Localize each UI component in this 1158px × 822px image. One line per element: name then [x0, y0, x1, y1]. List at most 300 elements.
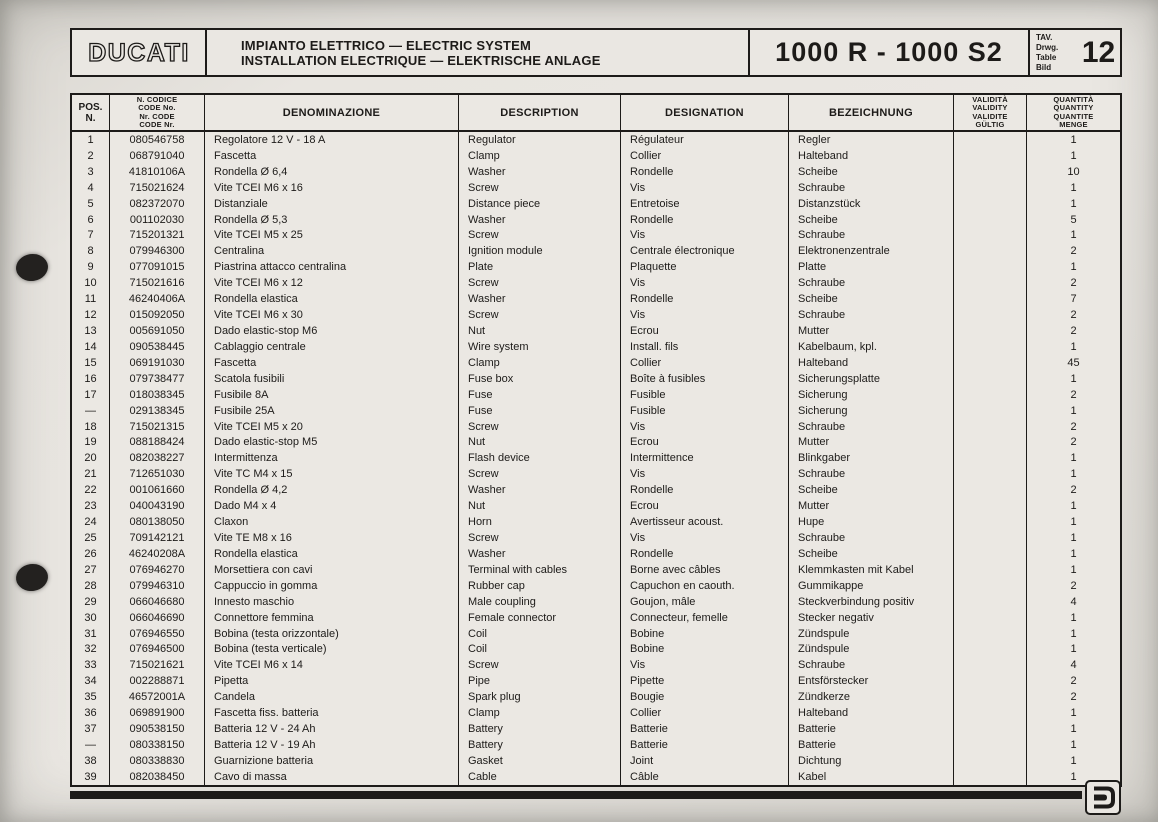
system-title [207, 30, 750, 75]
row-description: Wire system [459, 339, 621, 355]
svg-text:DUCATI: DUCATI [87, 38, 190, 67]
ducati-d-icon [1084, 779, 1122, 821]
row-denominazione: Centralina [205, 243, 459, 259]
table-row [72, 371, 1120, 387]
row-validita [954, 435, 1027, 451]
row-code: 079946310 [110, 578, 205, 594]
row-pos: 23 [72, 498, 110, 514]
table-row [72, 435, 1120, 451]
row-designation: Ecrou [621, 435, 789, 451]
row-denominazione: Intermittenza [205, 450, 459, 466]
row-pos: 14 [72, 339, 110, 355]
row-description: Ignition module [459, 243, 621, 259]
row-designation: Ecrou [621, 498, 789, 514]
row-bezeichnung: Zündspule [789, 626, 954, 642]
row-bezeichnung: Mutter [789, 498, 954, 514]
row-validita [954, 164, 1027, 180]
row-pos: 34 [72, 673, 110, 689]
row-bezeichnung: Mutter [789, 435, 954, 451]
row-bezeichnung: Halteband [789, 148, 954, 164]
row-pos: 3 [72, 164, 110, 180]
row-validita [954, 498, 1027, 514]
row-denominazione: Vite TCEI M6 x 12 [205, 275, 459, 291]
table-row [72, 753, 1120, 769]
row-pos: 6 [72, 212, 110, 228]
table-row [72, 275, 1120, 291]
row-denominazione: Pipetta [205, 673, 459, 689]
row-pos: 35 [72, 689, 110, 705]
row-description: Regulator [459, 132, 621, 148]
row-description: Washer [459, 546, 621, 562]
row-code: 088188424 [110, 435, 205, 451]
col-header-pos: POS. N. [72, 95, 110, 130]
row-denominazione: Regolatore 12 V - 18 A [205, 132, 459, 148]
row-code: 715021616 [110, 275, 205, 291]
row-designation: Centrale électronique [621, 243, 789, 259]
parts-table-header [72, 95, 1120, 132]
row-description: Rubber cap [459, 578, 621, 594]
row-quantity: 2 [1070, 691, 1077, 704]
row-denominazione: Fusibile 25A [205, 403, 459, 419]
table-row [72, 196, 1120, 212]
row-denominazione: Rondella elastica [205, 291, 459, 307]
row-quantity: 1 [1070, 547, 1077, 560]
row-designation: Bobine [621, 626, 789, 642]
row-quantity: 1 [1070, 197, 1077, 210]
row-denominazione: Cablaggio centrale [205, 339, 459, 355]
row-code: 079738477 [110, 371, 205, 387]
row-denominazione: Fascetta [205, 355, 459, 371]
table-row [72, 514, 1120, 530]
row-denominazione: Candela [205, 689, 459, 705]
row-pos: 37 [72, 721, 110, 737]
row-description: Female connector [459, 610, 621, 626]
row-designation: Rondelle [621, 291, 789, 307]
row-denominazione: Fascetta fiss. batteria [205, 705, 459, 721]
row-validita [954, 339, 1027, 355]
row-code: 040043190 [110, 498, 205, 514]
row-description: Fuse [459, 387, 621, 403]
row-validita [954, 546, 1027, 562]
row-designation: Batterie [621, 737, 789, 753]
row-bezeichnung: Batterie [789, 737, 954, 753]
row-designation: Collier [621, 355, 789, 371]
row-description: Screw [459, 228, 621, 244]
row-pos: 18 [72, 419, 110, 435]
row-pos: 29 [72, 594, 110, 610]
row-designation: Régulateur [621, 132, 789, 148]
row-bezeichnung: Scheibe [789, 164, 954, 180]
row-denominazione: Rondella elastica [205, 546, 459, 562]
row-code: 082038450 [110, 769, 205, 785]
table-row [72, 291, 1120, 307]
row-bezeichnung: Scheibe [789, 546, 954, 562]
row-description: Nut [459, 498, 621, 514]
row-validita [954, 228, 1027, 244]
row-pos: 10 [72, 275, 110, 291]
table-row [72, 466, 1120, 482]
row-validita [954, 514, 1027, 530]
row-pos: 17 [72, 387, 110, 403]
row-denominazione: Rondella Ø 4,2 [205, 482, 459, 498]
table-row [72, 626, 1120, 642]
row-designation: Rondelle [621, 546, 789, 562]
row-denominazione: Dado M4 x 4 [205, 498, 459, 514]
row-quantity: 5 [1070, 213, 1077, 226]
row-code: 001061660 [110, 482, 205, 498]
row-pos: 8 [72, 243, 110, 259]
row-code: 066046690 [110, 610, 205, 626]
row-quantity: 1 [1070, 723, 1077, 736]
row-description: Pipe [459, 673, 621, 689]
table-row [72, 546, 1120, 562]
row-quantity: 2 [1070, 388, 1077, 401]
table-row [72, 323, 1120, 339]
row-description: Flash device [459, 450, 621, 466]
punch-hole [14, 562, 49, 593]
row-quantity: 1 [1070, 261, 1077, 274]
row-validita [954, 578, 1027, 594]
row-code: 715021624 [110, 180, 205, 196]
row-pos: 2 [72, 148, 110, 164]
row-quantity: 1 [1070, 563, 1077, 576]
table-row [72, 164, 1120, 180]
row-pos: 28 [72, 578, 110, 594]
row-quantity: 2 [1070, 309, 1077, 322]
row-bezeichnung: Schraube [789, 657, 954, 673]
table-row [72, 562, 1120, 578]
row-designation: Vis [621, 657, 789, 673]
row-designation: Collier [621, 705, 789, 721]
row-bezeichnung: Scheibe [789, 291, 954, 307]
row-denominazione: Fascetta [205, 148, 459, 164]
row-validita [954, 594, 1027, 610]
row-pos: 27 [72, 562, 110, 578]
row-designation: Collier [621, 148, 789, 164]
row-description: Screw [459, 466, 621, 482]
parts-table-body [72, 132, 1120, 785]
row-quantity: 1 [1070, 452, 1077, 465]
table-row [72, 689, 1120, 705]
row-validita [954, 562, 1027, 578]
row-bezeichnung: Dichtung [789, 753, 954, 769]
row-designation: Bobine [621, 642, 789, 658]
row-code: 029138345 [110, 403, 205, 419]
row-description: Fuse [459, 403, 621, 419]
row-description: Horn [459, 514, 621, 530]
row-code: 079946300 [110, 243, 205, 259]
row-designation: Rondelle [621, 212, 789, 228]
row-validita [954, 196, 1027, 212]
row-bezeichnung: Steckverbindung positiv [789, 594, 954, 610]
col-header-quantita: QUANTITÀ QUANTITY QUANTITE MENGE [1053, 95, 1094, 129]
row-designation: Vis [621, 307, 789, 323]
row-code: 46572001A [110, 689, 205, 705]
row-quantity: 2 [1070, 675, 1077, 688]
row-quantity: 1 [1070, 133, 1077, 146]
row-bezeichnung: Schraube [789, 307, 954, 323]
row-bezeichnung: Schraube [789, 530, 954, 546]
footer-rule [70, 791, 1082, 799]
row-code: 082038227 [110, 450, 205, 466]
row-pos: 5 [72, 196, 110, 212]
row-designation: Vis [621, 180, 789, 196]
table-row [72, 482, 1120, 498]
row-code: 41810106A [110, 164, 205, 180]
ducati-logo [72, 30, 207, 75]
row-pos: 7 [72, 228, 110, 244]
row-code: 066046680 [110, 594, 205, 610]
row-description: Male coupling [459, 594, 621, 610]
row-validita [954, 243, 1027, 259]
row-designation: Fusible [621, 403, 789, 419]
table-row [72, 132, 1120, 148]
table-row [72, 212, 1120, 228]
row-code: 46240208A [110, 546, 205, 562]
row-designation: Bougie [621, 689, 789, 705]
row-pos: 36 [72, 705, 110, 721]
row-description: Battery [459, 737, 621, 753]
row-description: Nut [459, 435, 621, 451]
row-validita [954, 657, 1027, 673]
row-code: 076946270 [110, 562, 205, 578]
row-quantity: 2 [1070, 420, 1077, 433]
table-row [72, 228, 1120, 244]
row-quantity: 1 [1070, 340, 1077, 353]
table-row [72, 180, 1120, 196]
row-bezeichnung: Schraube [789, 466, 954, 482]
row-pos: 12 [72, 307, 110, 323]
row-validita [954, 180, 1027, 196]
row-bezeichnung: Halteband [789, 355, 954, 371]
row-code: 715021621 [110, 657, 205, 673]
row-designation: Avertisseur acoust. [621, 514, 789, 530]
row-designation: Borne avec câbles [621, 562, 789, 578]
row-pos: 26 [72, 546, 110, 562]
row-code: 001102030 [110, 212, 205, 228]
row-description: Coil [459, 626, 621, 642]
row-pos: 30 [72, 610, 110, 626]
row-quantity: 1 [1070, 532, 1077, 544]
row-designation: Install. fils [621, 339, 789, 355]
row-bezeichnung: Klemmkasten mit Kabel [789, 562, 954, 578]
row-bezeichnung: Kabelbaum, kpl. [789, 339, 954, 355]
row-quantity: 2 [1070, 484, 1077, 497]
row-pos: 13 [72, 323, 110, 339]
row-designation: Rondelle [621, 482, 789, 498]
row-code: 712651030 [110, 466, 205, 482]
row-pos: 20 [72, 450, 110, 466]
row-bezeichnung: Elektronenzentrale [789, 243, 954, 259]
row-code: 715201321 [110, 228, 205, 244]
row-quantity: 4 [1070, 659, 1077, 672]
row-designation: Entretoise [621, 196, 789, 212]
row-denominazione: Dado elastic-stop M6 [205, 323, 459, 339]
row-designation: Ecrou [621, 323, 789, 339]
row-quantity: 1 [1070, 611, 1077, 624]
table-row [72, 673, 1120, 689]
row-description: Distance piece [459, 196, 621, 212]
row-quantity: 10 [1067, 165, 1080, 178]
table-row [72, 355, 1120, 371]
row-bezeichnung: Zündspule [789, 642, 954, 658]
row-denominazione: Cavo di massa [205, 769, 459, 785]
row-validita [954, 132, 1027, 148]
page-header [70, 28, 1122, 77]
row-validita [954, 419, 1027, 435]
row-code: 080338150 [110, 737, 205, 753]
row-denominazione: Vite TCEI M6 x 30 [205, 307, 459, 323]
row-validita [954, 737, 1027, 753]
row-description: Spark plug [459, 689, 621, 705]
row-pos: 16 [72, 371, 110, 387]
row-pos: 24 [72, 514, 110, 530]
row-description: Washer [459, 482, 621, 498]
row-bezeichnung: Schraube [789, 180, 954, 196]
row-denominazione: Scatola fusibili [205, 371, 459, 387]
row-denominazione: Guarnizione batteria [205, 753, 459, 769]
row-validita [954, 466, 1027, 482]
row-validita [954, 721, 1027, 737]
row-description: Coil [459, 642, 621, 658]
row-bezeichnung: Batterie [789, 721, 954, 737]
table-row [72, 148, 1120, 164]
row-description: Cable [459, 769, 621, 785]
row-quantity: 1 [1070, 707, 1077, 720]
row-bezeichnung: Entsförstecker [789, 673, 954, 689]
row-validita [954, 530, 1027, 546]
row-pos: 33 [72, 657, 110, 673]
col-header-designation: DESIGNATION [621, 95, 789, 130]
table-row [72, 450, 1120, 466]
row-description: Washer [459, 291, 621, 307]
row-quantity: 2 [1070, 579, 1077, 592]
row-description: Screw [459, 530, 621, 546]
row-denominazione: Bobina (testa orizzontale) [205, 626, 459, 642]
table-row [72, 578, 1120, 594]
row-pos: — [72, 403, 110, 419]
row-denominazione: Fusibile 8A [205, 387, 459, 403]
row-denominazione: Vite TE M8 x 16 [205, 530, 459, 546]
row-designation: Câble [621, 769, 789, 785]
row-denominazione: Rondella Ø 6,4 [205, 164, 459, 180]
table-number-labels: TAV. Drwg. Table Bild [1036, 33, 1059, 72]
row-validita [954, 705, 1027, 721]
row-bezeichnung: Scheibe [789, 212, 954, 228]
row-quantity: 2 [1070, 325, 1077, 338]
row-code: 077091015 [110, 259, 205, 275]
row-bezeichnung: Schraube [789, 419, 954, 435]
row-bezeichnung: Sicherung [789, 387, 954, 403]
row-quantity: 1 [1070, 372, 1077, 385]
table-row [72, 498, 1120, 514]
row-denominazione: Claxon [205, 514, 459, 530]
table-row [72, 419, 1120, 435]
row-code: 076946500 [110, 642, 205, 658]
row-quantity: 1 [1070, 149, 1077, 162]
row-denominazione: Vite TCEI M5 x 25 [205, 228, 459, 244]
row-pos: 9 [72, 259, 110, 275]
row-denominazione: Batteria 12 V - 24 Ah [205, 721, 459, 737]
row-bezeichnung: Kabel [789, 769, 954, 785]
table-row [72, 642, 1120, 658]
col-header-code: N. CODICE CODE No. Nr. CODE CODE Nr. [110, 95, 205, 130]
row-pos: 32 [72, 642, 110, 658]
row-denominazione: Vite TCEI M6 x 16 [205, 180, 459, 196]
row-denominazione: Piastrina attacco centralina [205, 259, 459, 275]
row-quantity: 2 [1070, 436, 1077, 449]
col-header-validita: VALIDITÀ VALIDITY VALIDITE GÜLTIG [954, 95, 1027, 130]
row-bezeichnung: Sicherungsplatte [789, 371, 954, 387]
row-validita [954, 212, 1027, 228]
table-number-box [1030, 30, 1120, 75]
row-code: 069891900 [110, 705, 205, 721]
row-quantity: 45 [1067, 356, 1080, 369]
table-row [72, 243, 1120, 259]
table-row [72, 610, 1120, 626]
row-pos: 4 [72, 180, 110, 196]
row-validita [954, 371, 1027, 387]
table-row [72, 387, 1120, 403]
row-quantity: 1 [1070, 754, 1077, 767]
row-denominazione: Dado elastic-stop M5 [205, 435, 459, 451]
row-denominazione: Vite TC M4 x 15 [205, 466, 459, 482]
row-designation: Batterie [621, 721, 789, 737]
row-pos: 19 [72, 435, 110, 451]
row-designation: Connecteur, femelle [621, 610, 789, 626]
row-bezeichnung: Zündkerze [789, 689, 954, 705]
row-denominazione: Distanziale [205, 196, 459, 212]
row-quantity: 1 [1070, 516, 1077, 529]
row-denominazione: Batteria 12 V - 19 Ah [205, 737, 459, 753]
row-quantity: 1 [1070, 181, 1077, 194]
row-validita [954, 403, 1027, 419]
row-pos: 39 [72, 769, 110, 785]
title-italian-english: IMPIANTO ELETTRICO — ELECTRIC SYSTEM [241, 37, 532, 53]
row-denominazione: Vite TCEI M6 x 14 [205, 657, 459, 673]
row-validita [954, 482, 1027, 498]
col-header-bezeichnung: BEZEICHNUNG [789, 95, 954, 130]
row-designation: Intermittence [621, 450, 789, 466]
row-validita [954, 450, 1027, 466]
row-designation: Goujon, mâle [621, 594, 789, 610]
row-validita [954, 689, 1027, 705]
row-code: 002288871 [110, 673, 205, 689]
row-designation: Fusible [621, 387, 789, 403]
row-quantity: 1 [1070, 500, 1077, 513]
row-quantity: 7 [1070, 293, 1077, 306]
row-quantity: 1 [1070, 229, 1077, 242]
row-validita [954, 642, 1027, 658]
row-designation: Vis [621, 275, 789, 291]
row-validita [954, 769, 1027, 785]
row-code: 715021315 [110, 419, 205, 435]
row-validita [954, 753, 1027, 769]
row-pos: 21 [72, 466, 110, 482]
row-bezeichnung: Schraube [789, 228, 954, 244]
row-validita [954, 323, 1027, 339]
row-description: Clamp [459, 355, 621, 371]
row-designation: Pipette [621, 673, 789, 689]
row-code: 015092050 [110, 307, 205, 323]
row-pos: 38 [72, 753, 110, 769]
row-bezeichnung: Halteband [789, 705, 954, 721]
row-designation: Vis [621, 228, 789, 244]
row-validita [954, 355, 1027, 371]
row-designation: Boîte à fusibles [621, 371, 789, 387]
row-denominazione: Bobina (testa verticale) [205, 642, 459, 658]
row-pos: 15 [72, 355, 110, 371]
